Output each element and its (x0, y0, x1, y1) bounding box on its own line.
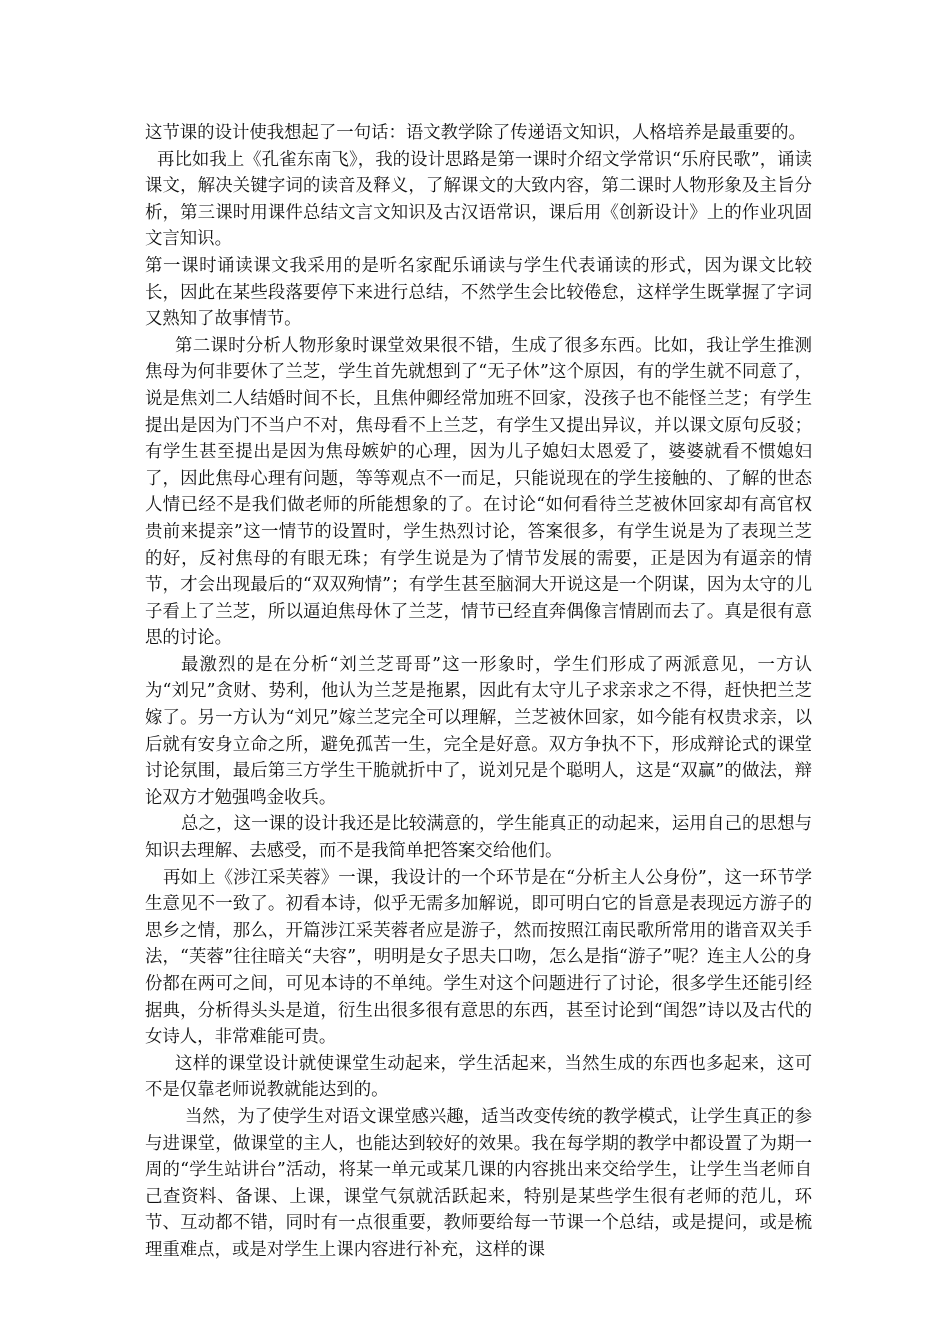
document-body (145, 120, 812, 1264)
paragraph-4: 第二课时分析人物形象时课堂效果很不错，生成了很多东西。比如，我让学生推测焦母为何非要休了兰芝，学生首先就想到了“无子休”这个原因，有的学生就不同意了，说是焦刘二人结婚时间不长，且焦仲卿经常加班不回家，没孩子也不能怪兰芝；有学生提出是因为门不当户不对，焦母看不上兰芝，有学生又提出异议，并以课文原句反驳；有学生甚至提出是因为焦母嫉妒的心理，因为儿子媳妇太恩爱了，婆婆就看不惯媳妇了，因此焦母心理有问题，等等观点不一而足，只能说现在的学生接触的、了解的世态人情已经不是我们做老师的所能想象的了。在讨论“如何看待兰芝被休回家却有高官权贵前来提亲”这一情节的设置时，学生热烈讨论，答案很多，有学生说是为了表现兰芝的好，反衬焦母的有眼无珠；有学生说是为了情节发展的需要，正是因为有逼亲的情节，才会出现最后的“双双殉情”；有学生甚至脑洞大开说这是一个阴谋，因为太守的儿子看上了兰芝，所以逼迫焦母休了兰芝，情节已经直奔偶像言情剧而去了。真是很有意思的讨论。 (145, 335, 812, 649)
paragraph-1: 这节课的设计使我想起了一句话：语文教学除了传递语文知识，人格培养是最重要的。 (145, 123, 806, 143)
paragraph-3: 第一课时诵读课文我采用的是听名家配乐诵读与学生代表诵读的形式，因为课文比较长，因此在某些段落要停下来进行总结，不然学生会比较倦怠，这样学生既掌握了字词又熟知了故事情节。 (145, 255, 812, 330)
paragraph-8: 这样的课堂设计就使课堂生动起来，学生活起来，当然生成的东西也多起来，这可不是仅靠老师说教就能达到的。 (145, 1053, 812, 1101)
paragraph-9: 当然，为了使学生对语文课堂感兴趣，适当改变传统的教学模式，让学生真正的参与进课堂，做课堂的主人，也能达到较好的效果。我在每学期的教学中都设置了为期一周的“学生站讲台”活动，将某一单元或某几课的内容挑出来交给学生，让学生当老师自己查资料、备课、上课，课堂气氛就活跃起来，特别是某些学生很有老师的范儿，环节、互动都不错，同时有一点很重要，教师要给每一节课一个总结，或是提问，或是梳理重难点，或是对学生上课内容进行补充，这样的课 (145, 1106, 812, 1260)
paragraph-7: 再如上《涉江采芙蓉》一课，我设计的一个环节是在“分析主人公身份”，这一环节学生意见不一致了。初看本诗，似乎无需多加解说，即可明白它的旨意是表现远方游子的思乡之情，那么，开篇涉江采芙蓉者应是游子，然而按照江南民歌所常用的谐音双关手法，“芙蓉”往往暗关“夫容”，明明是女子思夫口吻，怎么是指“游子”呢？连主人公的身份都在两可之间，可见本诗的不单纯。学生对这个问题进行了讨论，很多学生还能引经据典，分析得头头是道，衍生出很多很有意思的东西，甚至讨论到“闺怨”诗以及古代的女诗人，非常难能可贵。 (145, 867, 812, 1048)
paragraph-2: 再比如我上《孔雀东南飞》，我的设计思路是第一课时介绍文学常识“乐府民歌”，诵读课文，解决关键字词的读音及释义，了解课文的大致内容，第二课时人物形象及主旨分析，第三课时用课件总结文言文知识及古汉语常识，课后用《创新设计》上的作业巩固文言知识。 (145, 149, 812, 250)
paragraph-6: 总之，这一课的设计我还是比较满意的，学生能真正的动起来，运用自己的思想与知识去理解、去感受，而不是我简单把答案交给他们。 (145, 814, 812, 862)
paragraph-5: 最激烈的是在分析“刘兰芝哥哥”这一形象时，学生们形成了两派意见，一方认为“刘兄”贪财、势利，他认为兰芝是拖累，因此有太守儿子求亲求之不得，赶快把兰芝嫁了。另一方认为“刘兄”嫁兰芝完全可以理解，兰芝被休回家，如今能有权贵求亲，以后就有安身立命之所，避免孤苦一生，完全是好意。双方争执不下，形成辩论式的课堂讨论氛围，最后第三方学生干脆就折中了，说刘兄是个聪明人，这是“双赢”的做法，辩论双方才勉强鸣金收兵。 (145, 654, 812, 808)
